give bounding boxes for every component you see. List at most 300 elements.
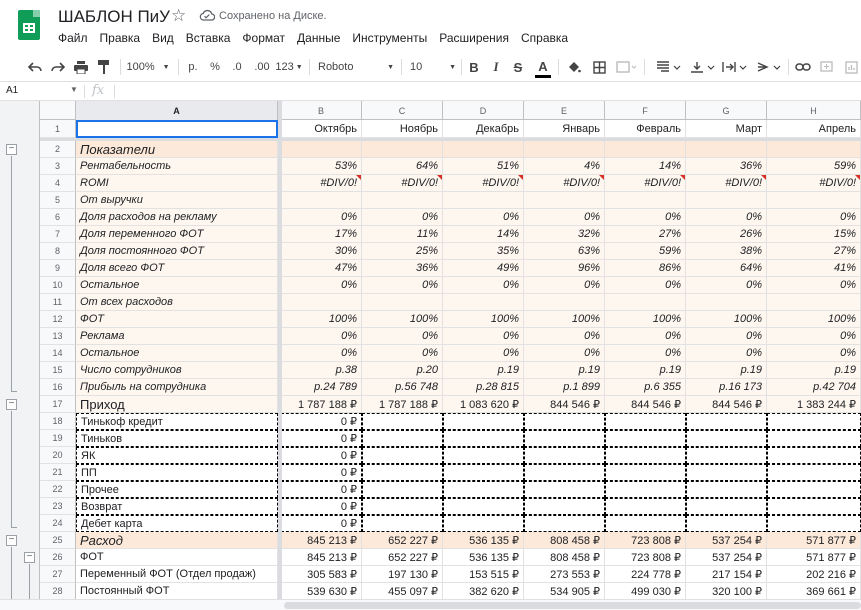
value-cell[interactable] bbox=[686, 294, 767, 311]
value-cell[interactable] bbox=[362, 464, 443, 481]
row-number[interactable]: 3 bbox=[40, 158, 76, 175]
value-cell[interactable]: 100% bbox=[362, 311, 443, 328]
value-cell[interactable]: #DIV/0! bbox=[443, 175, 524, 192]
text-rotate-icon[interactable] bbox=[754, 58, 784, 76]
value-cell[interactable]: 0% bbox=[281, 277, 362, 294]
value-cell[interactable] bbox=[443, 141, 524, 158]
row-label-cell[interactable]: Дебет карта bbox=[76, 515, 278, 532]
column-header[interactable]: C bbox=[362, 101, 443, 120]
value-cell[interactable]: 53% bbox=[281, 158, 362, 175]
row-label-cell[interactable]: Реклама bbox=[76, 328, 278, 345]
value-cell[interactable] bbox=[281, 192, 362, 209]
value-cell[interactable] bbox=[524, 192, 605, 209]
frozen-row-divider[interactable] bbox=[40, 138, 861, 141]
row-label-cell[interactable]: Доля расходов на рекламу bbox=[76, 209, 278, 226]
value-cell[interactable]: 305 583 ₽ bbox=[281, 566, 362, 583]
font-size-select[interactable] bbox=[410, 58, 456, 76]
value-cell[interactable] bbox=[443, 481, 524, 498]
row-label-cell[interactable]: ФОТ bbox=[76, 311, 278, 328]
error-flag-icon[interactable] bbox=[518, 175, 523, 180]
percent-format-button[interactable]: % bbox=[210, 61, 220, 73]
row-label-cell[interactable]: От всех расходов bbox=[76, 294, 278, 311]
value-cell[interactable]: 0% bbox=[605, 209, 686, 226]
row-label-cell[interactable]: Доля переменного ФОТ bbox=[76, 226, 278, 243]
row-label-cell[interactable]: Тиньков bbox=[76, 430, 278, 447]
value-cell[interactable]: 0 ₽ bbox=[281, 481, 362, 498]
value-cell[interactable] bbox=[686, 515, 767, 532]
value-cell[interactable]: 47% bbox=[281, 260, 362, 277]
scrollbar-thumb[interactable] bbox=[284, 602, 861, 609]
value-cell[interactable]: 224 778 ₽ bbox=[605, 566, 686, 583]
selected-cell-a1[interactable] bbox=[76, 120, 278, 138]
value-cell[interactable]: #DIV/0! bbox=[281, 175, 362, 192]
row-number[interactable]: 11 bbox=[40, 294, 76, 311]
value-cell[interactable]: 1 083 620 ₽ bbox=[443, 396, 524, 413]
value-cell[interactable]: 11% bbox=[362, 226, 443, 243]
paint-format-icon[interactable] bbox=[95, 58, 113, 76]
column-header[interactable]: H bbox=[767, 101, 861, 120]
value-cell[interactable]: 0% bbox=[443, 328, 524, 345]
value-cell[interactable]: 64% bbox=[686, 260, 767, 277]
row-label-cell[interactable]: Остальное bbox=[76, 277, 278, 294]
insert-comment-icon[interactable] bbox=[818, 58, 834, 76]
value-cell[interactable]: 217 154 ₽ bbox=[686, 566, 767, 583]
row-label-cell[interactable]: Прочее bbox=[76, 481, 278, 498]
value-cell[interactable]: р.1 899 bbox=[524, 379, 605, 396]
value-cell[interactable]: 0% bbox=[686, 328, 767, 345]
value-cell[interactable] bbox=[524, 447, 605, 464]
row-number[interactable]: 17 bbox=[40, 396, 76, 413]
value-cell[interactable]: 4% bbox=[524, 158, 605, 175]
row-number[interactable]: 9 bbox=[40, 260, 76, 277]
value-cell[interactable]: 0% bbox=[767, 277, 861, 294]
value-cell[interactable]: 0% bbox=[524, 328, 605, 345]
value-cell[interactable] bbox=[443, 430, 524, 447]
value-cell[interactable]: #DIV/0! bbox=[605, 175, 686, 192]
value-cell[interactable]: 0% bbox=[767, 345, 861, 362]
value-cell[interactable]: 0% bbox=[686, 209, 767, 226]
chevron-down-icon[interactable]: ▼ bbox=[70, 85, 78, 94]
fill-color-icon[interactable] bbox=[566, 58, 582, 76]
value-cell[interactable]: 537 254 ₽ bbox=[686, 532, 767, 549]
column-header[interactable]: G bbox=[686, 101, 767, 120]
value-cell[interactable]: 0% bbox=[524, 209, 605, 226]
value-cell[interactable]: 0% bbox=[362, 328, 443, 345]
value-cell[interactable]: 100% bbox=[605, 311, 686, 328]
value-cell[interactable]: 0% bbox=[767, 209, 861, 226]
value-cell[interactable]: 455 097 ₽ bbox=[362, 583, 443, 599]
value-cell[interactable] bbox=[605, 294, 686, 311]
value-cell[interactable] bbox=[281, 141, 362, 158]
value-cell[interactable]: 49% bbox=[443, 260, 524, 277]
value-cell[interactable] bbox=[524, 515, 605, 532]
text-wrap-icon[interactable] bbox=[720, 58, 750, 76]
value-cell[interactable]: 844 546 ₽ bbox=[524, 396, 605, 413]
value-cell[interactable]: р.19 bbox=[443, 362, 524, 379]
value-cell[interactable]: 845 213 ₽ bbox=[281, 532, 362, 549]
value-cell[interactable]: 844 546 ₽ bbox=[605, 396, 686, 413]
value-cell[interactable]: 59% bbox=[767, 158, 861, 175]
row-number[interactable]: 13 bbox=[40, 328, 76, 345]
error-flag-icon[interactable] bbox=[599, 175, 604, 180]
value-cell[interactable]: 0 ₽ bbox=[281, 447, 362, 464]
value-cell[interactable]: 17% bbox=[281, 226, 362, 243]
value-cell[interactable]: 36% bbox=[362, 260, 443, 277]
row-label-cell[interactable]: Тинькоф кредит bbox=[76, 413, 278, 430]
row-label-cell[interactable]: Доля всего ФОТ bbox=[76, 260, 278, 277]
undo-icon[interactable] bbox=[26, 58, 44, 76]
value-cell[interactable]: 41% bbox=[767, 260, 861, 277]
value-cell[interactable]: #DIV/0! bbox=[686, 175, 767, 192]
row-label-cell[interactable]: Прибыль на сотрудника bbox=[76, 379, 278, 396]
value-cell[interactable] bbox=[362, 481, 443, 498]
value-cell[interactable]: 27% bbox=[767, 243, 861, 260]
menu-item[interactable]: Данные bbox=[297, 31, 341, 45]
value-cell[interactable]: р.38 bbox=[281, 362, 362, 379]
row-number[interactable]: 10 bbox=[40, 277, 76, 294]
row-number[interactable]: 5 bbox=[40, 192, 76, 209]
row-number[interactable]: 14 bbox=[40, 345, 76, 362]
value-cell[interactable]: 273 553 ₽ bbox=[524, 566, 605, 583]
value-cell[interactable]: р.42 704 bbox=[767, 379, 861, 396]
month-header-cell[interactable]: Апрель bbox=[767, 120, 861, 138]
value-cell[interactable]: 100% bbox=[281, 311, 362, 328]
value-cell[interactable]: 0% bbox=[281, 209, 362, 226]
row-label-cell[interactable]: ПП bbox=[76, 464, 278, 481]
value-cell[interactable] bbox=[524, 464, 605, 481]
value-cell[interactable]: 96% bbox=[524, 260, 605, 277]
value-cell[interactable]: #DIV/0! bbox=[524, 175, 605, 192]
row-number[interactable]: 27 bbox=[40, 566, 76, 583]
row-label-cell[interactable]: Остальное bbox=[76, 345, 278, 362]
value-cell[interactable] bbox=[605, 464, 686, 481]
value-cell[interactable]: 0% bbox=[605, 328, 686, 345]
value-cell[interactable]: р.19 bbox=[605, 362, 686, 379]
row-label-cell[interactable]: Приход bbox=[76, 396, 278, 413]
value-cell[interactable] bbox=[362, 141, 443, 158]
column-header[interactable]: A bbox=[76, 101, 278, 120]
row-label-cell[interactable]: Показатели bbox=[76, 141, 278, 158]
month-header-cell[interactable]: Декабрь bbox=[443, 120, 524, 138]
value-cell[interactable]: 100% bbox=[524, 311, 605, 328]
value-cell[interactable] bbox=[362, 192, 443, 209]
value-cell[interactable]: 14% bbox=[605, 158, 686, 175]
value-cell[interactable]: 652 227 ₽ bbox=[362, 532, 443, 549]
row-number[interactable]: 4 bbox=[40, 175, 76, 192]
value-cell[interactable] bbox=[767, 294, 861, 311]
font-family-select[interactable] bbox=[318, 58, 394, 76]
error-flag-icon[interactable] bbox=[761, 175, 766, 180]
row-number[interactable]: 15 bbox=[40, 362, 76, 379]
value-cell[interactable]: 534 905 ₽ bbox=[524, 583, 605, 599]
value-cell[interactable]: 571 877 ₽ bbox=[767, 549, 861, 566]
value-cell[interactable]: 14% bbox=[443, 226, 524, 243]
value-cell[interactable]: р.16 173 bbox=[686, 379, 767, 396]
collapse-group-button[interactable]: − bbox=[24, 552, 35, 563]
value-cell[interactable] bbox=[362, 447, 443, 464]
row-number[interactable]: 18 bbox=[40, 413, 76, 430]
value-cell[interactable]: 25% bbox=[362, 243, 443, 260]
value-cell[interactable] bbox=[686, 447, 767, 464]
value-cell[interactable]: р.19 bbox=[767, 362, 861, 379]
value-cell[interactable]: 0 ₽ bbox=[281, 515, 362, 532]
redo-icon[interactable] bbox=[49, 58, 67, 76]
row-label-cell[interactable]: Возврат bbox=[76, 498, 278, 515]
value-cell[interactable]: р.20 bbox=[362, 362, 443, 379]
value-cell[interactable]: 0 ₽ bbox=[281, 464, 362, 481]
value-cell[interactable]: 0% bbox=[443, 345, 524, 362]
value-cell[interactable] bbox=[443, 413, 524, 430]
error-flag-icon[interactable] bbox=[855, 175, 860, 180]
value-cell[interactable]: р.28 815 bbox=[443, 379, 524, 396]
value-cell[interactable]: 382 620 ₽ bbox=[443, 583, 524, 599]
row-number[interactable]: 25 bbox=[40, 532, 76, 549]
value-cell[interactable] bbox=[524, 413, 605, 430]
menu-item[interactable]: Вид bbox=[152, 31, 174, 45]
row-number[interactable]: 8 bbox=[40, 243, 76, 260]
value-cell[interactable]: 723 808 ₽ bbox=[605, 532, 686, 549]
collapse-group-button[interactable]: − bbox=[6, 535, 17, 546]
column-header[interactable]: E bbox=[524, 101, 605, 120]
horizontal-scrollbar[interactable] bbox=[0, 599, 861, 610]
row-label-cell[interactable]: Доля постоянного ФОТ bbox=[76, 243, 278, 260]
value-cell[interactable]: 536 135 ₽ bbox=[443, 549, 524, 566]
formula-input[interactable] bbox=[120, 84, 860, 99]
value-cell[interactable] bbox=[443, 192, 524, 209]
menu-item[interactable]: Инструменты bbox=[352, 31, 428, 45]
value-cell[interactable] bbox=[686, 430, 767, 447]
column-header[interactable]: D bbox=[443, 101, 524, 120]
error-flag-icon[interactable] bbox=[680, 175, 685, 180]
value-cell[interactable] bbox=[362, 413, 443, 430]
value-cell[interactable]: 0% bbox=[443, 277, 524, 294]
month-header-cell[interactable]: Ноябрь bbox=[362, 120, 443, 138]
menu-item[interactable]: Справка bbox=[521, 31, 569, 45]
value-cell[interactable] bbox=[605, 498, 686, 515]
row-label-cell[interactable]: ФОТ bbox=[76, 549, 278, 566]
row-number[interactable]: 22 bbox=[40, 481, 76, 498]
row-number[interactable]: 1 bbox=[40, 120, 76, 138]
value-cell[interactable] bbox=[524, 430, 605, 447]
value-cell[interactable]: #DIV/0! bbox=[362, 175, 443, 192]
value-cell[interactable] bbox=[605, 141, 686, 158]
row-label-cell[interactable]: Расход bbox=[76, 532, 278, 549]
row-label-cell[interactable]: Переменный ФОТ (Отдел продаж) bbox=[76, 566, 278, 583]
value-cell[interactable]: 32% bbox=[524, 226, 605, 243]
insert-link-icon[interactable] bbox=[794, 58, 812, 76]
row-number[interactable]: 6 bbox=[40, 209, 76, 226]
month-header-cell[interactable]: Январь bbox=[524, 120, 605, 138]
collapse-group-button[interactable]: − bbox=[6, 399, 17, 410]
value-cell[interactable] bbox=[524, 141, 605, 158]
value-cell[interactable]: 0% bbox=[686, 345, 767, 362]
value-cell[interactable] bbox=[605, 515, 686, 532]
value-cell[interactable] bbox=[524, 498, 605, 515]
value-cell[interactable] bbox=[443, 447, 524, 464]
row-number[interactable]: 26 bbox=[40, 549, 76, 566]
value-cell[interactable]: 0% bbox=[362, 345, 443, 362]
print-icon[interactable] bbox=[72, 58, 90, 76]
bold-button[interactable]: B bbox=[469, 59, 479, 75]
value-cell[interactable]: 202 216 ₽ bbox=[767, 566, 861, 583]
zoom-select[interactable] bbox=[128, 58, 168, 76]
value-cell[interactable]: 100% bbox=[686, 311, 767, 328]
borders-icon[interactable] bbox=[591, 58, 607, 76]
value-cell[interactable]: 0% bbox=[686, 277, 767, 294]
value-cell[interactable] bbox=[362, 430, 443, 447]
value-cell[interactable]: р.56 748 bbox=[362, 379, 443, 396]
vertical-align-icon[interactable] bbox=[688, 58, 718, 76]
value-cell[interactable]: 26% bbox=[686, 226, 767, 243]
value-cell[interactable] bbox=[686, 498, 767, 515]
name-box[interactable]: A1 bbox=[6, 85, 19, 96]
column-header[interactable]: F bbox=[605, 101, 686, 120]
row-label-cell[interactable]: Число сотрудников bbox=[76, 362, 278, 379]
value-cell[interactable]: 36% bbox=[686, 158, 767, 175]
value-cell[interactable]: 0 ₽ bbox=[281, 498, 362, 515]
frozen-column-divider[interactable] bbox=[278, 101, 282, 599]
value-cell[interactable]: 845 213 ₽ bbox=[281, 549, 362, 566]
value-cell[interactable]: 27% bbox=[605, 226, 686, 243]
value-cell[interactable] bbox=[605, 481, 686, 498]
value-cell[interactable] bbox=[443, 498, 524, 515]
month-header-cell[interactable]: Октябрь bbox=[281, 120, 362, 138]
row-number[interactable]: 23 bbox=[40, 498, 76, 515]
row-label-cell[interactable]: Рентабельность bbox=[76, 158, 278, 175]
value-cell[interactable]: 1 383 244 ₽ bbox=[767, 396, 861, 413]
currency-format-button[interactable]: р. bbox=[188, 61, 198, 73]
row-number[interactable]: 19 bbox=[40, 430, 76, 447]
value-cell[interactable]: р.6 355 bbox=[605, 379, 686, 396]
value-cell[interactable] bbox=[443, 294, 524, 311]
value-cell[interactable]: 0% bbox=[605, 345, 686, 362]
row-label-cell[interactable]: От выручки bbox=[76, 192, 278, 209]
value-cell[interactable] bbox=[281, 294, 362, 311]
value-cell[interactable] bbox=[362, 515, 443, 532]
value-cell[interactable]: 64% bbox=[362, 158, 443, 175]
value-cell[interactable]: 571 877 ₽ bbox=[767, 532, 861, 549]
value-cell[interactable]: 0% bbox=[362, 277, 443, 294]
value-cell[interactable]: 1 787 188 ₽ bbox=[362, 396, 443, 413]
value-cell[interactable] bbox=[443, 464, 524, 481]
error-flag-icon[interactable] bbox=[437, 175, 442, 180]
value-cell[interactable]: 0% bbox=[281, 345, 362, 362]
value-cell[interactable]: 0% bbox=[443, 209, 524, 226]
value-cell[interactable]: 1 787 188 ₽ bbox=[281, 396, 362, 413]
value-cell[interactable] bbox=[767, 430, 861, 447]
value-cell[interactable] bbox=[605, 192, 686, 209]
value-cell[interactable]: 369 661 ₽ bbox=[767, 583, 861, 599]
decrease-decimal-button[interactable]: .0 bbox=[232, 61, 242, 73]
value-cell[interactable]: 30% bbox=[281, 243, 362, 260]
row-label-cell[interactable]: ROMI bbox=[76, 175, 278, 192]
value-cell[interactable] bbox=[362, 498, 443, 515]
select-all-corner[interactable] bbox=[40, 101, 76, 120]
value-cell[interactable]: 320 100 ₽ bbox=[686, 583, 767, 599]
value-cell[interactable]: 35% bbox=[443, 243, 524, 260]
menu-item[interactable]: Файл bbox=[58, 31, 88, 45]
error-flag-icon[interactable] bbox=[356, 175, 361, 180]
month-header-cell[interactable]: Март bbox=[686, 120, 767, 138]
value-cell[interactable]: 197 130 ₽ bbox=[362, 566, 443, 583]
month-header-cell[interactable]: Февраль bbox=[605, 120, 686, 138]
value-cell[interactable]: 63% bbox=[524, 243, 605, 260]
text-color-button[interactable]: A bbox=[535, 58, 551, 78]
row-number[interactable]: 12 bbox=[40, 311, 76, 328]
value-cell[interactable]: 844 546 ₽ bbox=[686, 396, 767, 413]
row-label-cell[interactable]: ЯК bbox=[76, 447, 278, 464]
value-cell[interactable]: 15% bbox=[767, 226, 861, 243]
value-cell[interactable] bbox=[605, 430, 686, 447]
collapse-group-button[interactable]: − bbox=[6, 144, 17, 155]
value-cell[interactable]: 38% bbox=[686, 243, 767, 260]
row-number[interactable]: 21 bbox=[40, 464, 76, 481]
menu-item[interactable]: Расширения bbox=[439, 31, 510, 45]
value-cell[interactable]: 536 135 ₽ bbox=[443, 532, 524, 549]
value-cell[interactable] bbox=[767, 498, 861, 515]
horizontal-align-icon[interactable] bbox=[652, 58, 686, 76]
value-cell[interactable]: 0% bbox=[767, 328, 861, 345]
value-cell[interactable]: 652 227 ₽ bbox=[362, 549, 443, 566]
value-cell[interactable]: р.19 bbox=[686, 362, 767, 379]
row-number[interactable]: 7 bbox=[40, 226, 76, 243]
value-cell[interactable]: 0 ₽ bbox=[281, 413, 362, 430]
value-cell[interactable]: 723 808 ₽ bbox=[605, 549, 686, 566]
value-cell[interactable] bbox=[686, 464, 767, 481]
sheets-logo-icon[interactable] bbox=[18, 10, 40, 40]
document-title[interactable]: ШАБЛОН ПиУ bbox=[58, 7, 170, 26]
value-cell[interactable] bbox=[524, 481, 605, 498]
value-cell[interactable] bbox=[686, 413, 767, 430]
value-cell[interactable] bbox=[362, 294, 443, 311]
value-cell[interactable]: 0% bbox=[524, 345, 605, 362]
merge-cells-icon[interactable] bbox=[614, 58, 638, 76]
value-cell[interactable]: 0% bbox=[281, 328, 362, 345]
value-cell[interactable]: 100% bbox=[443, 311, 524, 328]
value-cell[interactable] bbox=[686, 481, 767, 498]
menu-item[interactable]: Формат bbox=[242, 31, 286, 45]
value-cell[interactable] bbox=[686, 141, 767, 158]
row-number[interactable]: 20 bbox=[40, 447, 76, 464]
strikethrough-button[interactable]: S bbox=[513, 59, 523, 75]
star-icon[interactable]: ☆ bbox=[171, 6, 187, 25]
value-cell[interactable]: 537 254 ₽ bbox=[686, 549, 767, 566]
value-cell[interactable] bbox=[605, 413, 686, 430]
value-cell[interactable]: р.24 789 bbox=[281, 379, 362, 396]
column-header[interactable]: B bbox=[281, 101, 362, 120]
row-number[interactable]: 16 bbox=[40, 379, 76, 396]
value-cell[interactable]: 0% bbox=[524, 277, 605, 294]
value-cell[interactable] bbox=[767, 447, 861, 464]
value-cell[interactable] bbox=[443, 515, 524, 532]
value-cell[interactable]: 499 030 ₽ bbox=[605, 583, 686, 599]
value-cell[interactable]: 100% bbox=[767, 311, 861, 328]
value-cell[interactable]: 59% bbox=[605, 243, 686, 260]
value-cell[interactable]: 86% bbox=[605, 260, 686, 277]
value-cell[interactable]: 808 458 ₽ bbox=[524, 532, 605, 549]
more-formats-button[interactable] bbox=[276, 58, 302, 76]
value-cell[interactable]: 539 630 ₽ bbox=[281, 583, 362, 599]
row-number[interactable]: 24 bbox=[40, 515, 76, 532]
row-label-cell[interactable]: Постоянный ФОТ bbox=[76, 583, 278, 599]
value-cell[interactable] bbox=[767, 141, 861, 158]
value-cell[interactable] bbox=[524, 294, 605, 311]
value-cell[interactable] bbox=[767, 413, 861, 430]
value-cell[interactable]: р.19 bbox=[524, 362, 605, 379]
value-cell[interactable]: 0 ₽ bbox=[281, 430, 362, 447]
value-cell[interactable]: 0% bbox=[362, 209, 443, 226]
italic-button[interactable]: I bbox=[493, 59, 499, 74]
